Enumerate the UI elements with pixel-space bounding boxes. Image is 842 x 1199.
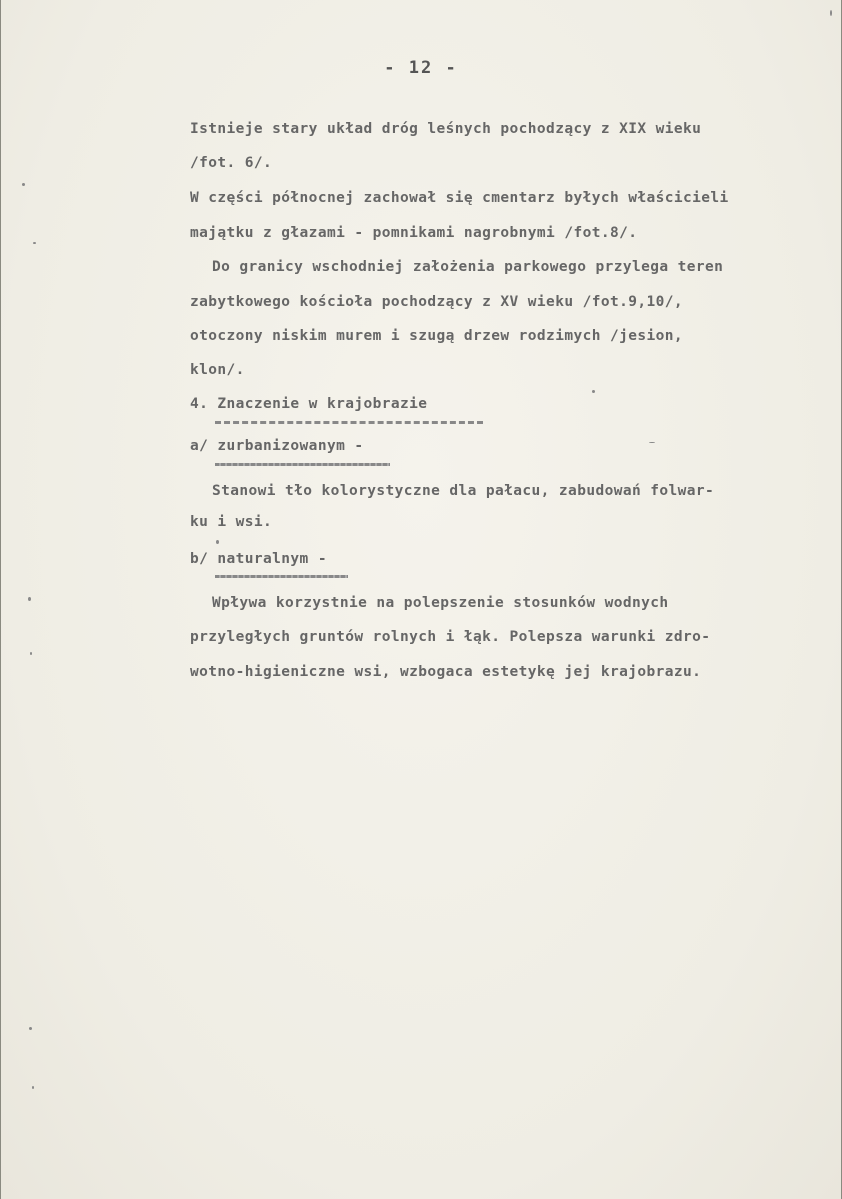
paper-speck — [28, 597, 31, 601]
text-line-12: ku i wsi. — [190, 514, 273, 530]
paper-speck — [830, 10, 832, 16]
text-line-3: W części północnej zachował się cmentarz byłych właścicieli — [190, 190, 729, 206]
text-line-6: zabytkowego kościoła pochodzący z XV wieku /fot.9,10/, — [190, 294, 684, 310]
text-line-11: Stanowi tło kolorystyczne dla pałacu, zabudowań folwar- — [212, 483, 715, 499]
text-line-7: otoczony niskim murem i szugą drzew rodzimych /jesion, — [190, 328, 684, 344]
paper-speck — [29, 1027, 32, 1030]
text-line-15: przyległych gruntów rolnych i łąk. Polepsza warunki zdro- — [190, 629, 711, 645]
text-line-5: Do granicy wschodniej założenia parkowego przylega teren — [212, 259, 724, 275]
text-line-4: majątku z głazami - pomnikami nagrobnymi /fot.8/. — [190, 225, 638, 241]
paper-speck — [22, 183, 25, 186]
subheading-b-underline — [215, 575, 348, 578]
subheading-b: b/ naturalnym - — [190, 551, 327, 567]
subheading-a-underline — [215, 463, 390, 466]
text-line-16: wotno-higieniczne wsi, wzbogaca estetykę jej krajobrazu. — [190, 664, 702, 680]
page-number: - 12 - — [384, 58, 458, 78]
subheading-a: a/ zurbanizowanym - — [190, 438, 364, 454]
heading-underline — [215, 421, 483, 424]
paper-speck — [32, 1086, 34, 1089]
paper-speck — [216, 540, 219, 544]
text-line-8: klon/. — [190, 362, 245, 378]
text-line-14: Wpływa korzystnie na polepszenie stosunków wodnych — [212, 595, 669, 611]
left-edge — [0, 0, 1, 1199]
paper-speck — [30, 652, 32, 655]
section-heading-4: 4. Znaczenie w krajobrazie — [190, 396, 428, 412]
text-line-1: Istnieje stary układ dróg leśnych pochodzący z XIX wieku — [190, 121, 702, 137]
text-line-2: /fot. 6/. — [190, 155, 273, 171]
paper-speck — [33, 242, 36, 244]
paper-speck — [592, 390, 595, 393]
paper-speck — [649, 442, 655, 443]
